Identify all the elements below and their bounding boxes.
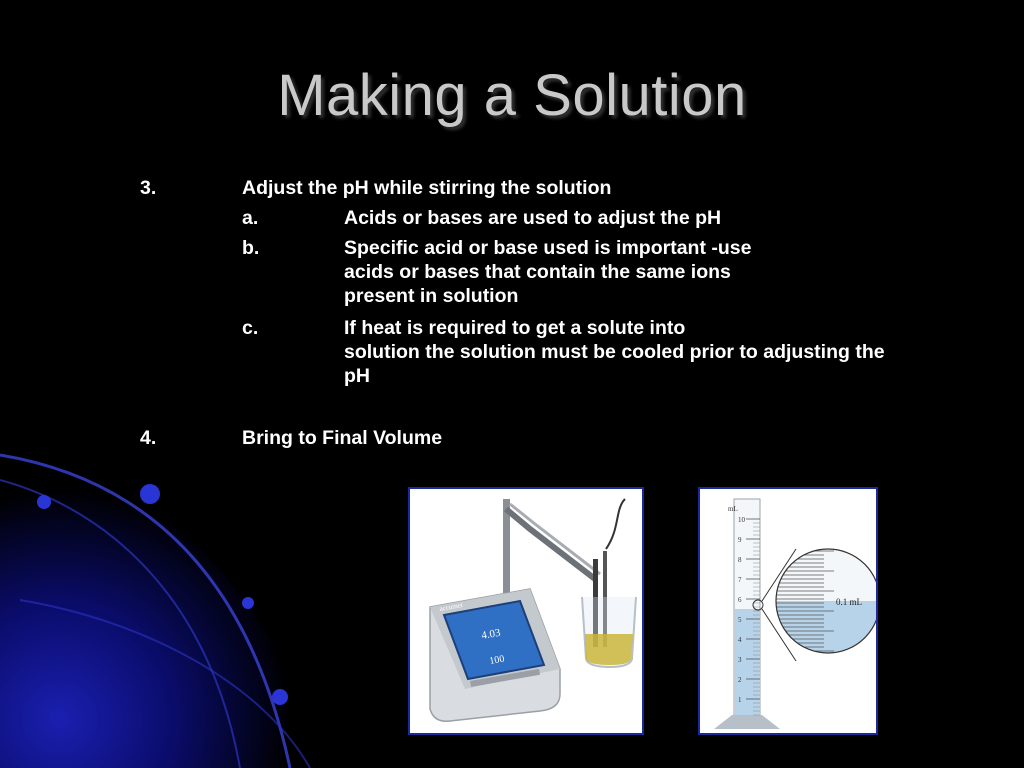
item-text: Adjust the pH while stirring the solution (242, 177, 612, 199)
subitem-line: If heat is required to get a solute into (344, 317, 686, 339)
item-text: Bring to Final Volume (242, 427, 443, 449)
scale-label: 9 (738, 536, 742, 544)
scale-label: 5 (738, 616, 742, 624)
callout-label: 0.1 mL (836, 597, 862, 607)
cylinder-unit-label: mL (728, 505, 738, 513)
subitem-line: acids or bases that contain the same ions (344, 261, 731, 283)
scale-label: 2 (738, 676, 742, 684)
scale-label: 8 (738, 556, 742, 564)
scale-label: 1 (738, 696, 742, 704)
scale-label: 10 (738, 516, 745, 524)
scale-label: 7 (738, 576, 742, 584)
ph-meter-illustration (410, 489, 642, 733)
scale-label: 3 (738, 656, 742, 664)
subitem-line: pH (344, 365, 370, 387)
subitem-line: Specific acid or base used is important -use (344, 237, 752, 259)
scale-label: 4 (738, 636, 742, 644)
cylinder-illustration (700, 489, 876, 733)
graduated-cylinder-image (698, 487, 878, 735)
meter-brand: accumet (438, 601, 464, 613)
subitem-line: solution the solution must be cooled prior to adjusting the (344, 341, 885, 363)
item-number: 4. (140, 427, 157, 449)
meter-reading-1: 4.03 (480, 626, 502, 642)
item-number: 3. (140, 177, 157, 199)
subitem-line: present in solution (344, 285, 519, 307)
subitem-letter: a. (242, 207, 259, 229)
ph-meter-image (408, 487, 644, 735)
slide-title: Making a Solution (277, 63, 747, 128)
meter-reading-2: 100 (488, 653, 506, 667)
subitem-letter: b. (242, 237, 260, 259)
scale-label: 6 (738, 596, 742, 604)
subitem-letter: c. (242, 317, 259, 339)
subitem-line: Acids or bases are used to adjust the pH (344, 207, 722, 229)
